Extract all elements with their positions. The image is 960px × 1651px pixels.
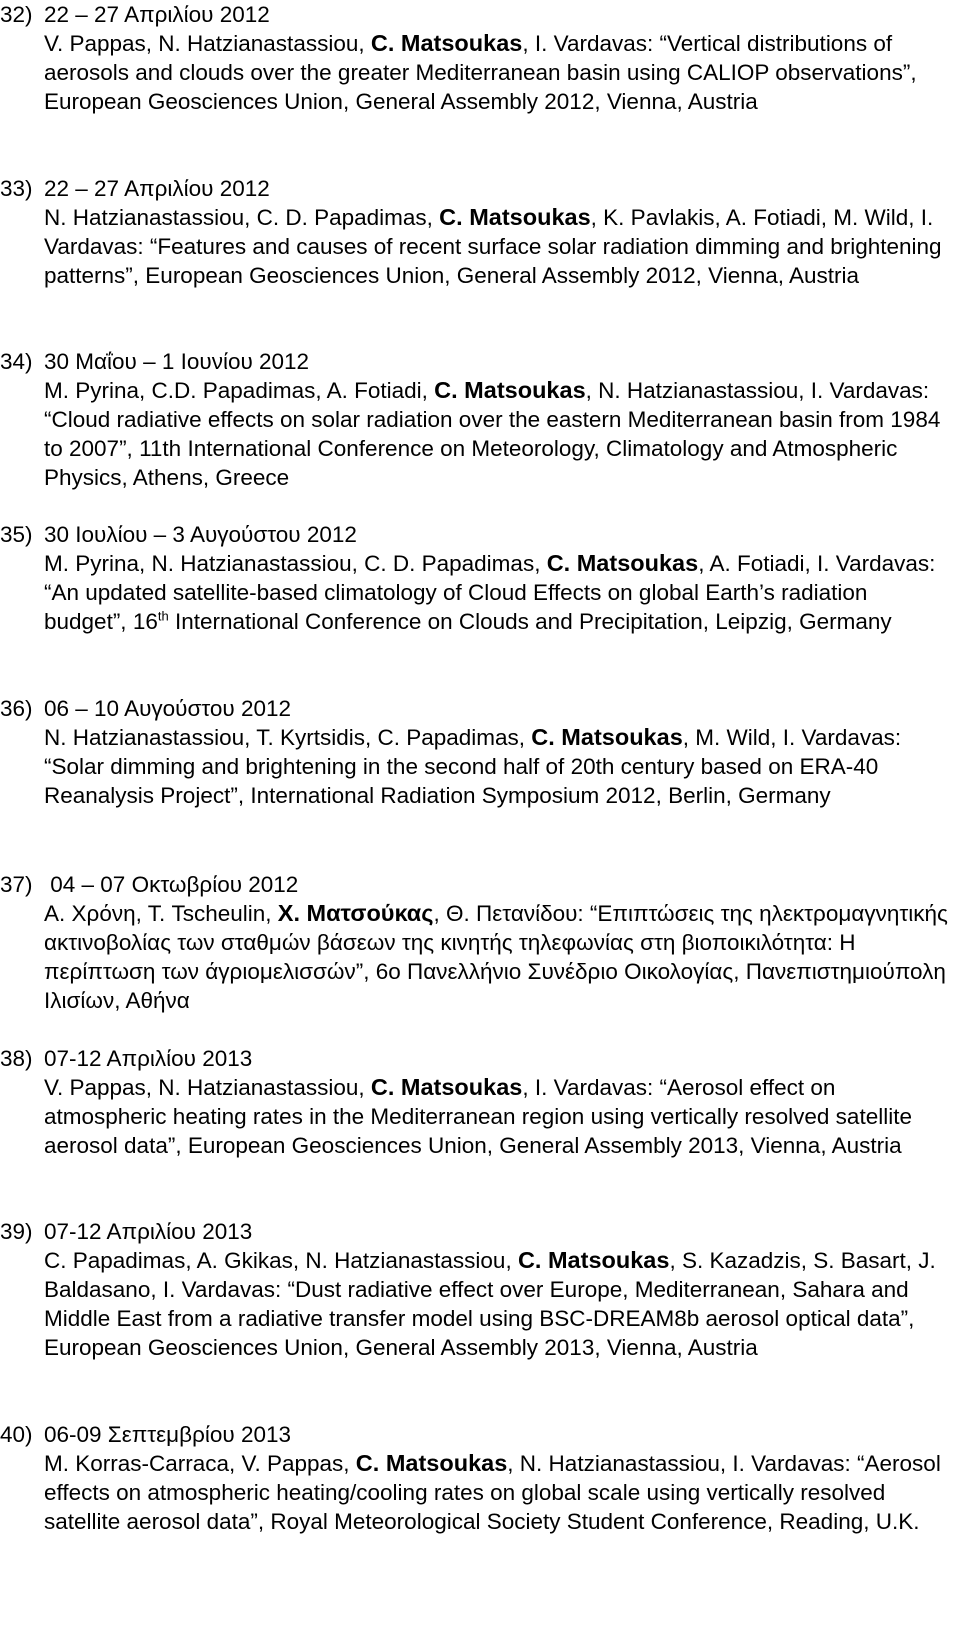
entry-date: 22 – 27 Απριλίου 2012 [44, 2, 270, 27]
entry-date: 06-09 Σεπτεμβρίου 2013 [44, 1422, 292, 1447]
highlighted-author: C. Matsoukas [517, 1247, 670, 1273]
entry-authors: M. Pyrina, N. Hatzianastassiou, C. D. Papadimas, [44, 551, 547, 576]
entry-date: 04 – 07 Οκτωβρίου 2012 [44, 872, 299, 897]
entry-text: , K. Pavlakis, A. Fotiadi, M. Wild, I. Vardavas: “Features and causes of recent surface solar radiation dimming and brightening patterns”, European Geosciences Union, General Assembly 2012, Vienna, Austria [44, 205, 942, 288]
entry-number: 38) [0, 1046, 33, 1071]
entry-number: 39) [0, 1219, 33, 1244]
publication-entry-39 [0, 1217, 955, 1362]
entry-citation [0, 549, 955, 636]
entry-date: 30 Ιουλίου – 3 Αυγούστου 2012 [44, 522, 357, 547]
entry-text: , N. Hatzianastassiou, I. Vardavas: “Aerosol effects on atmospheric heating/cooling rates on global scale using vertically resolved satellite aerosol data”, Royal Meteorological Society Student Conference, Reading, U.K. [44, 1451, 941, 1534]
publication-entry-33 [0, 174, 955, 290]
highlighted-author: C. Matsoukas [355, 1450, 508, 1476]
entry-number: 36) [0, 696, 33, 721]
publication-entry-36 [0, 694, 955, 810]
entry-number: 40) [0, 1422, 33, 1447]
entry-date: 06 – 10 Αυγούστου 2012 [44, 696, 292, 721]
entry-citation [0, 1073, 955, 1160]
entry-number: 37) [0, 872, 33, 897]
entry-citation [0, 723, 955, 810]
publication-entry-35 [0, 520, 955, 636]
entry-date: 30 Μαΐου – 1 Ιουνίου 2012 [44, 349, 310, 374]
entry-date: 07-12 Απριλίου 2013 [44, 1046, 253, 1071]
entry-text: , S. Kazadzis, S. Basart, J. Baldasano, I. Vardavas: “Dust radiative effect over Europe, Mediterranean, Sahara and Middle East from a radiative transfer model using BSC-DREAM8b aerosol optical data”, European Geosciences Union, General Assembly 2013, Vienna, Austria [44, 1248, 936, 1360]
entry-text: , Θ. Πετανίδου: “Επιπτώσεις της ηλεκτρομαγνητικής ακτινοβολίας των σταθμών βάσεων της κινητής τηλεφωνίας στη βιοποικιλότητα: Η περίπτωση των άγριομελισσών”, 6ο Πανελλήνιο Συνέδριο Οικολογίας, Πανεπιστημιούπολη Ιλισίων, Αθήνα [44, 901, 948, 1013]
entry-authors: M. Korras-Carraca, V. Pappas, [44, 1451, 356, 1476]
entry-citation [0, 29, 955, 116]
entry-number: 33) [0, 176, 33, 201]
entry-authors: V. Pappas, N. Hatzianastassiou, [44, 31, 371, 56]
entry-date: 07-12 Απριλίου 2013 [44, 1219, 253, 1244]
entry-text: , I. Vardavas: “Vertical distributions of aerosols and clouds over the greater Mediterranean basin using CALIOP observations”, European Geosciences Union, General Assembly 2012, Vienna, Austria [44, 31, 917, 114]
entry-number: 34) [0, 349, 33, 374]
entry-text: , A. Fotiadi, I. Vardavas: “An updated satellite-based climatology of Cloud Effects on global Earth’s radiation budget”, 16 [44, 551, 936, 634]
entry-authors: N. Hatzianastassiou, C. D. Papadimas, [44, 205, 440, 230]
entry-authors: M. Pyrina, C.D. Papadimas, A. Fotiadi, [44, 378, 435, 403]
highlighted-author: C. Matsoukas [434, 377, 586, 403]
entry-number: 32) [0, 2, 33, 27]
highlighted-author: C. Matsoukas [546, 550, 699, 576]
entry-authors: Α. Χρόνη, Τ. Tscheulin, [44, 901, 278, 926]
highlighted-author: C. Matsoukas [370, 1074, 523, 1100]
entry-text: , N. Hatzianastassiou, I. Vardavas: “Cloud radiative effects on solar radiation over the eastern Mediterranean basin from 1984 to 2007”, 11th International Conference on Meteorology, Climatology and Atmospheric Physics, Athens, Greece [44, 378, 941, 490]
highlighted-author: C. Matsoukas [370, 30, 523, 56]
entry-authors: V. Pappas, N. Hatzianastassiou, [44, 1075, 371, 1100]
highlighted-author: Χ. Ματσούκας [277, 900, 434, 926]
entry-authors: N. Hatzianastassiou, T. Kyrtsidis, C. Papadimas, [44, 725, 532, 750]
entry-date: 22 – 27 Απριλίου 2012 [44, 176, 270, 201]
entry-citation [0, 203, 955, 290]
highlighted-author: C. Matsoukas [531, 724, 683, 750]
ordinal-suffix: th [157, 608, 169, 624]
entry-text-continued: International Conference on Clouds and Precipitation, Leipzig, Germany [168, 609, 892, 634]
entry-citation [0, 1246, 955, 1362]
publication-entry-38 [0, 1044, 955, 1160]
publication-entry-32 [0, 0, 955, 116]
publication-entry-37 [0, 870, 955, 1015]
publication-entry-34 [0, 347, 955, 492]
highlighted-author: C. Matsoukas [439, 204, 591, 230]
entry-number: 35) [0, 522, 33, 547]
publication-entry-40 [0, 1420, 955, 1536]
entry-citation [0, 1449, 955, 1536]
entry-text: , I. Vardavas: “Aerosol effect on atmospheric heating rates in the Mediterranean region using vertically resolved satellite aerosol data”, European Geosciences Union, General Assembly 2013, Vienna, Austria [44, 1075, 912, 1158]
entry-citation [0, 899, 955, 1015]
entry-text: , M. Wild, I. Vardavas: “Solar dimming and brightening in the second half of 20th century based on ERA-40 Reanalysis Project”, International Radiation Symposium 2012, Berlin, Germany [44, 725, 902, 808]
entry-citation [0, 376, 955, 492]
entry-authors: C. Papadimas, A. Gkikas, N. Hatzianastassiou, [44, 1248, 518, 1273]
